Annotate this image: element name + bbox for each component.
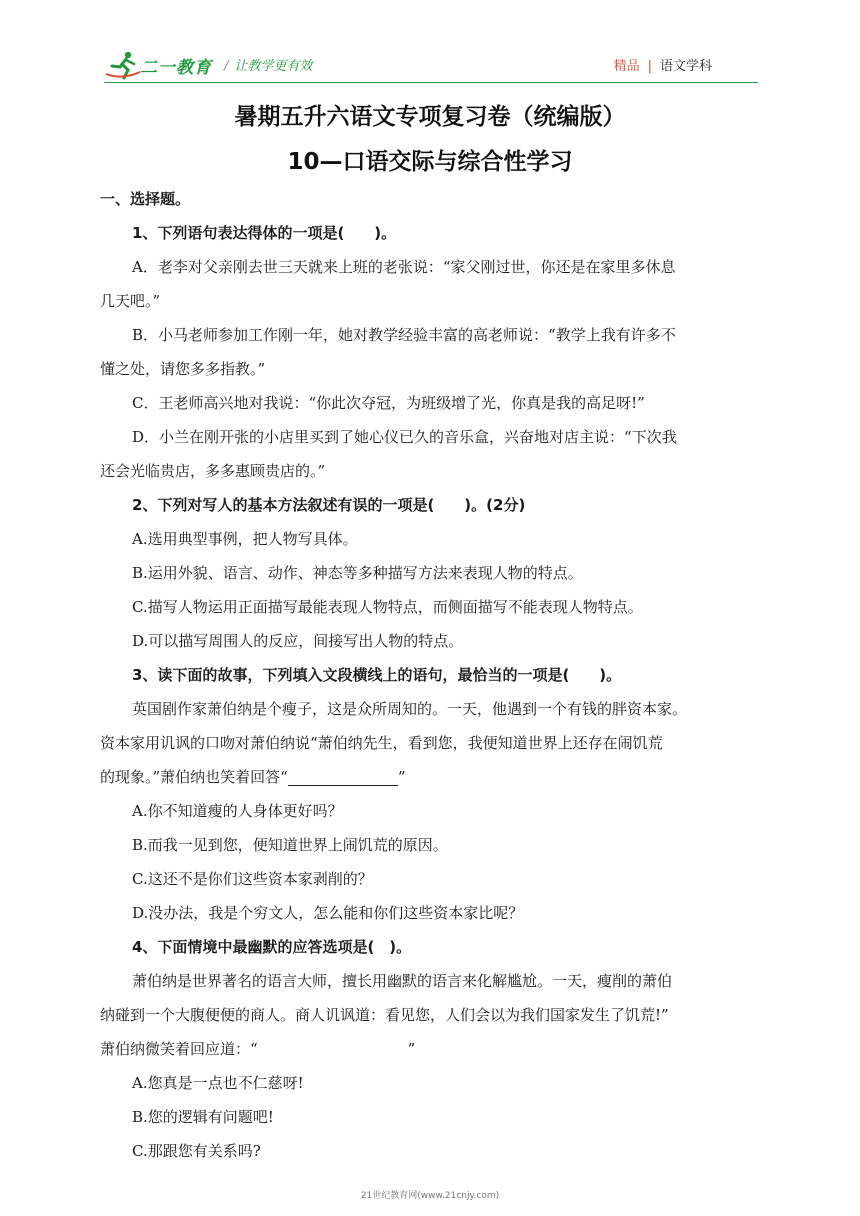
q3-option-a: A.你不知道瘦的人身体更好吗？ — [132, 802, 343, 820]
q2-option-b: B.运用外貌、语言、动作、神态等多种描写方法来表现人物的特点。 — [132, 564, 583, 582]
page-header — [0, 0, 860, 90]
q2-option-d: D.可以描写周围人的反应，间接写出人物的特点。 — [132, 632, 464, 650]
q3-passage-line-2: 资本家用讥讽的口吻对萧伯纳说“萧伯纳先生，看到您，我便知道世界上还存在闹饥荒 — [100, 734, 663, 752]
page-title: 暑期五升六语文专项复习卷（统编版） — [234, 104, 626, 130]
q4-passage-line-2: 纳碰到一个大腹便便的商人。商人讥讽道：看见您，人们会以为我们国家发生了饥荒!” — [100, 1006, 669, 1024]
q3-option-d: D.没办法，我是个穷文人，怎么能和你们这些资本家比呢？ — [132, 904, 524, 922]
question-3-stem: 3、读下面的故事，下列填入文段横线上的语句，最恰当的一项是( )。 — [132, 666, 622, 684]
section-heading: 一、选择题。 — [100, 190, 191, 208]
tag-separator: | — [647, 59, 652, 74]
q1-option-c: C．王老师高兴地对我说：“你此次夺冠，为班级增了光，你真是我的高足呀!” — [132, 394, 645, 412]
q1-option-b: B．小马老师参加工作刚一年，她对教学经验丰富的高老师说：“教学上我有许多不 — [132, 326, 676, 344]
q3-quote-close: ” — [397, 768, 406, 786]
q2-option-c: C.描写人物运用正面描写最能表现人物特点，而侧面描写不能表现人物特点。 — [132, 598, 643, 616]
q4-passage-text: 萧伯纳微笑着回应道：“ — [100, 1040, 258, 1058]
q2-option-a: A.选用典型事例，把人物写具体。 — [132, 530, 358, 548]
q4-option-b: B.您的逻辑有问题吧! — [132, 1108, 274, 1126]
q3-option-b: B.而我一见到您，便知道世界上闹饥荒的原因。 — [132, 836, 448, 854]
q4-quote-close: ” — [407, 1040, 416, 1058]
slogan-text: 让教学更有效 — [234, 59, 313, 74]
q1-option-a-cont: 几天吧。” — [100, 292, 161, 310]
q3-answer-blank — [288, 765, 398, 786]
slogan: / 让教学更有效 — [224, 59, 313, 74]
page-footer: 21世纪教育网(www.21cnjy.com) — [360, 1191, 500, 1201]
q3-passage-line-1: 英国剧作家萧伯纳是个瘦子，这是众所周知的。一天，他遇到一个有钱的胖资本家。 — [132, 700, 688, 718]
header-divider — [104, 82, 758, 83]
question-1-stem: 1、下列语句表达得体的一项是( )。 — [132, 224, 397, 242]
header-tags — [614, 55, 712, 74]
question-4-stem: 4、下面情境中最幽默的应答选项是( )。 — [132, 938, 412, 956]
tag-premium: 精品 — [613, 59, 640, 74]
page-subtitle: 10—口语交际与综合性学习 — [287, 149, 573, 175]
question-2-stem: 2、下列对写人的基本方法叙述有误的一项是( )。(2分) — [132, 496, 526, 514]
q1-option-d-cont: 还会光临贵店，多多惠顾贵店的。” — [100, 462, 326, 480]
q4-passage-line-1: 萧伯纳是世界著名的语言大师，擅长用幽默的语言来化解尴尬。一天，瘦削的萧伯 — [132, 972, 673, 990]
runner-logo-icon — [104, 50, 144, 80]
q1-option-d: D．小兰在刚开张的小店里买到了她心仪已久的音乐盒，兴奋地对店主说：“下次我 — [132, 428, 677, 446]
q3-option-c: C.这还不是你们这些资本家剥削的？ — [132, 870, 373, 888]
logo-text: 二一教育 — [140, 58, 212, 78]
document-body — [100, 182, 764, 1168]
tag-subject: 语文学科 — [659, 59, 712, 74]
q1-option-b-cont: 懂之处，请您多多指教。” — [100, 360, 266, 378]
q3-passage-line-3 — [100, 760, 764, 794]
q4-option-a: A.您真是一点也不仁慈呀! — [132, 1074, 304, 1092]
q3-passage-text: 的现象。”萧伯纳也笑着回答“ — [100, 768, 288, 786]
logo — [104, 50, 216, 80]
q4-passage-line-3 — [100, 1032, 764, 1066]
q4-option-c: C.那跟您有关系吗? — [132, 1142, 261, 1160]
q1-option-a: A．老李对父亲刚去世三天就来上班的老张说：“家父刚过世，你还是在家里多休息 — [132, 258, 676, 276]
